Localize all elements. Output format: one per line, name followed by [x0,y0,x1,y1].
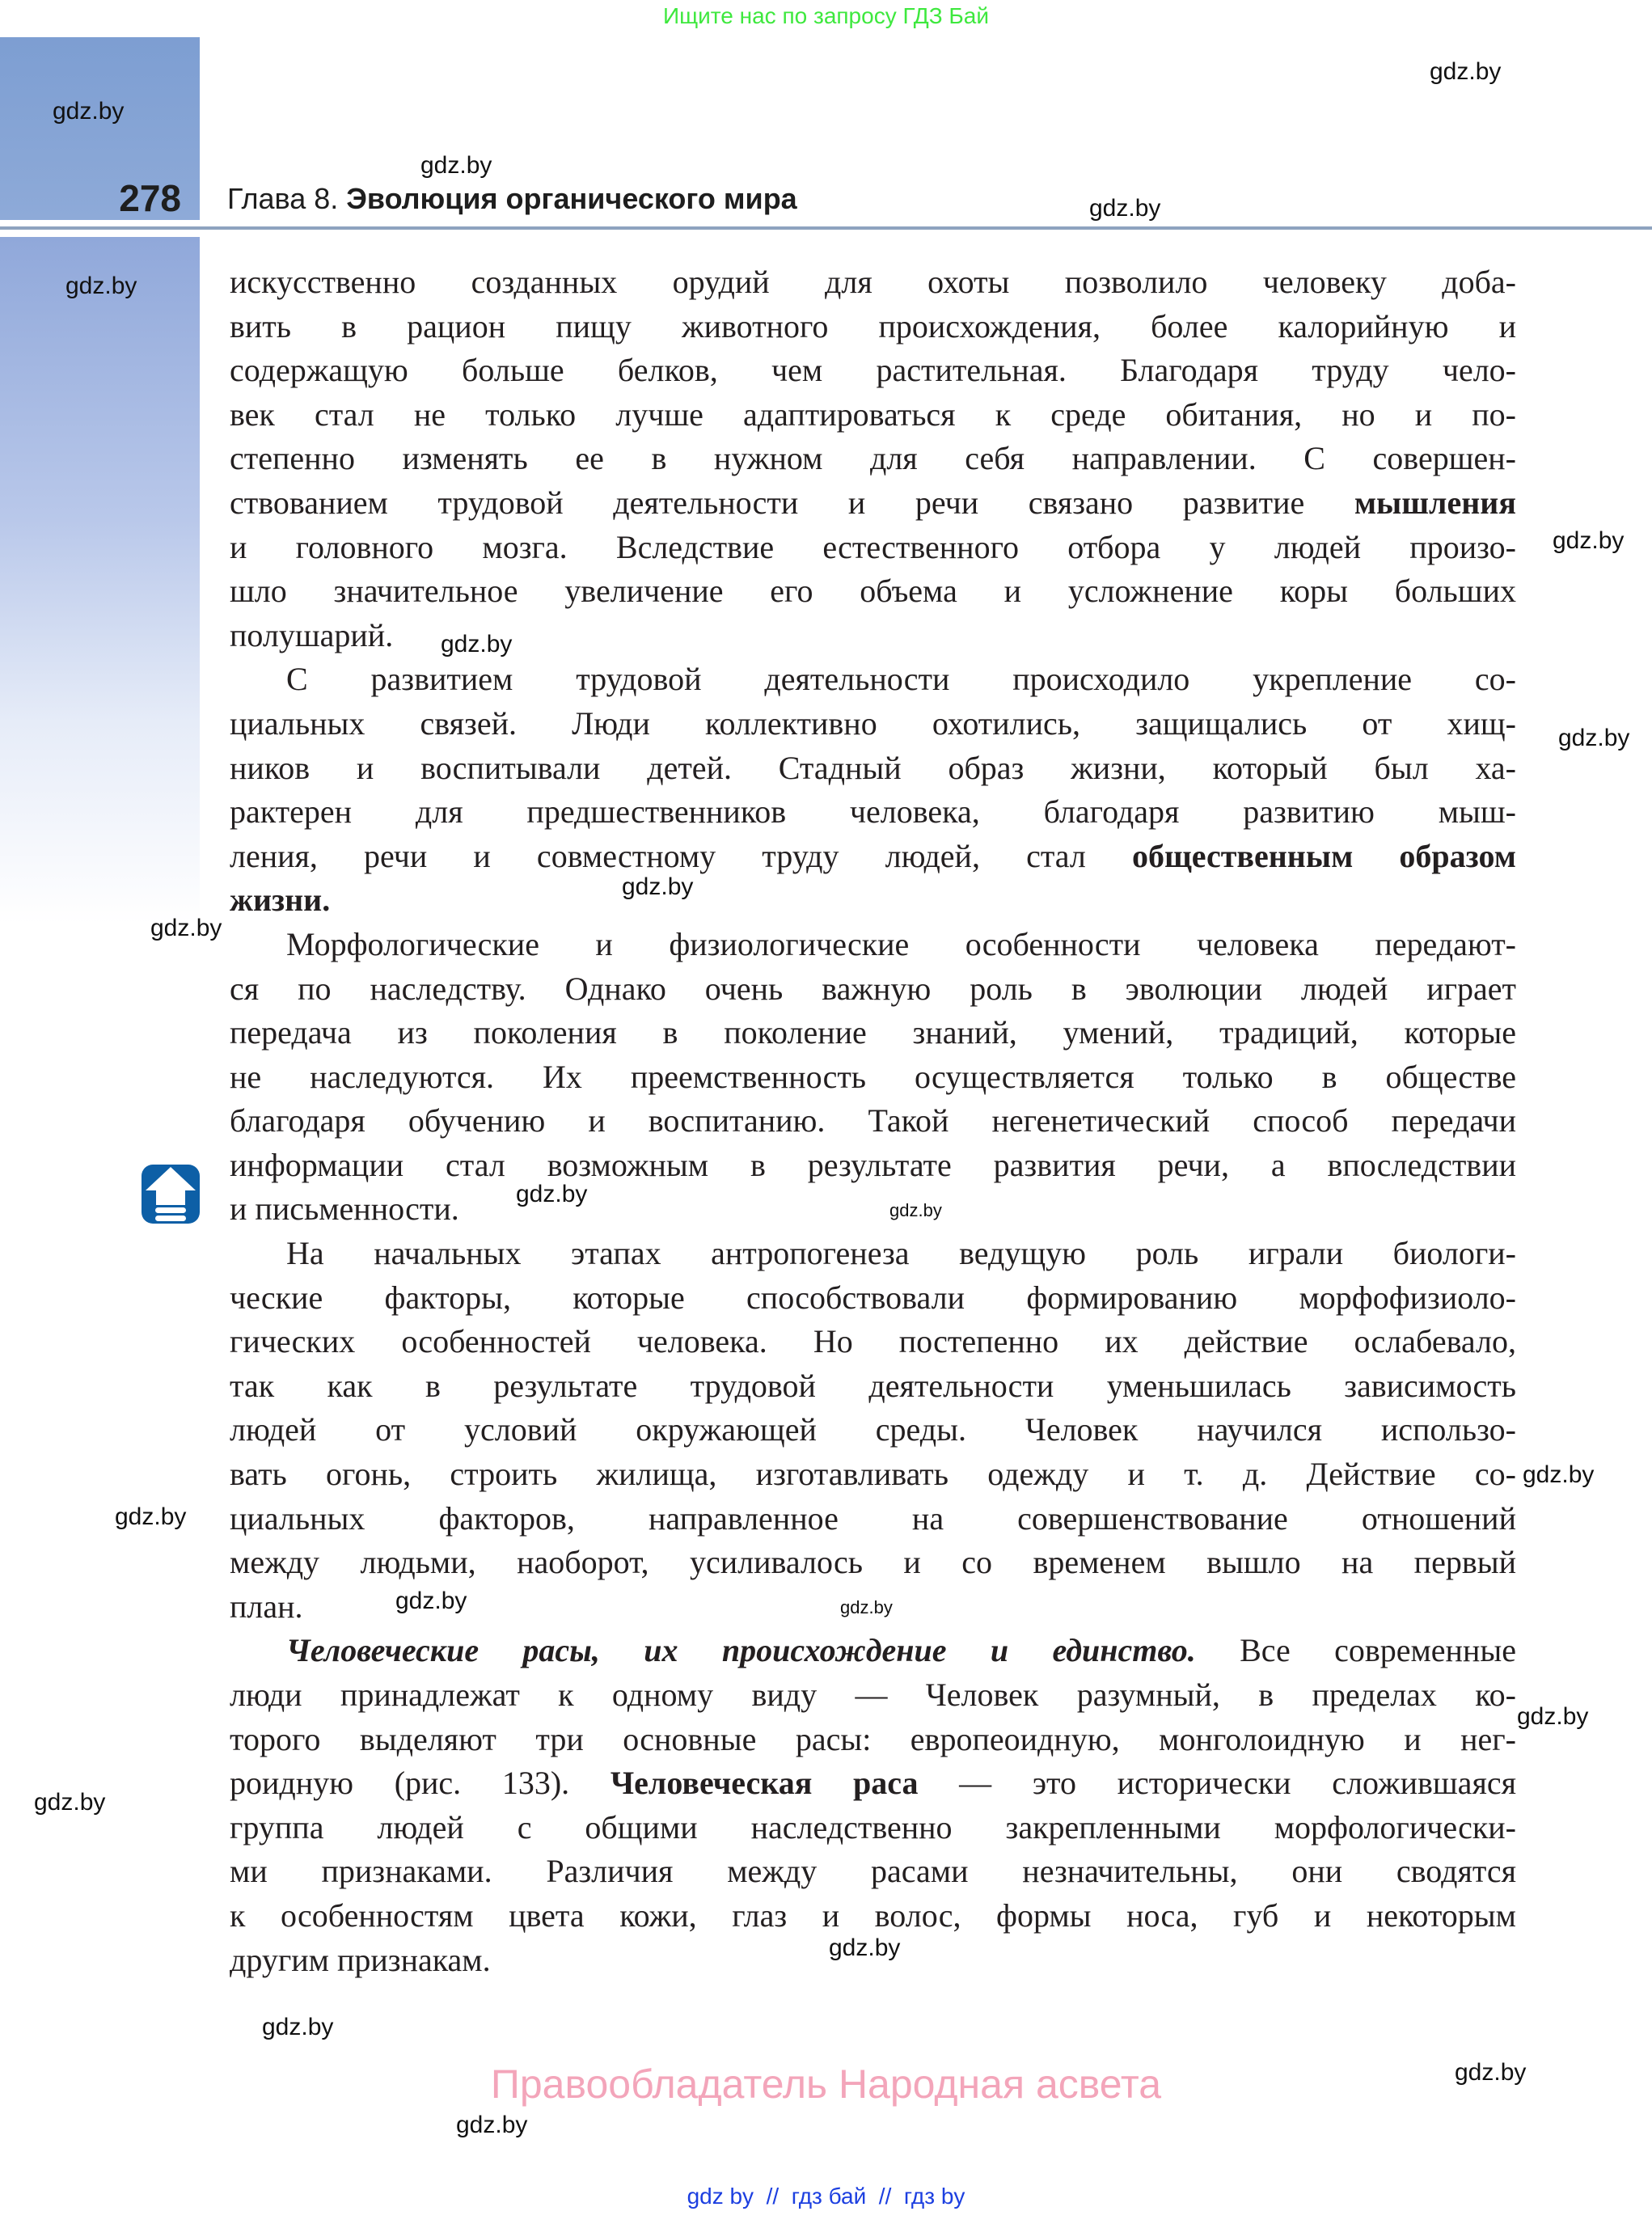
emphasized-term: мышления [1354,484,1516,521]
copyright-notice: Правообладатель Народная асвета [490,2061,1162,2107]
text-line [230,1894,1516,1939]
text-segment: благодаря обучению и воспитанию. Такой негенетический способ передачи [230,1102,1516,1139]
watermark: gdz.by [889,1200,942,1220]
text-line [230,657,1516,702]
text-segment: циальных связей. Люди коллективно охотились, защищались от хищ- [230,704,1516,742]
text-segment: ми признаками. Различия между расами незначительны, они сводятся [230,1853,1516,1890]
watermark: gdz.by [420,152,492,179]
text-line [230,614,1516,658]
text-line [230,1187,1516,1232]
text-segment: вать огонь, строить жилища, изготавливать одежду и т. д. Действие со- [230,1456,1516,1493]
text-line [230,1629,1516,1673]
watermark: gdz.by [516,1181,588,1207]
watermark: gdz.by [65,273,137,299]
text-segment: вить в рацион пищу животного происхождения, более калорийную и [230,307,1516,345]
text-segment: ников и воспитывали детей. Стадный образ жизни, который был ха- [230,749,1516,786]
text-segment: передача из поколения в поколение знаний, умений, традиций, которые [230,1014,1516,1051]
text-segment: — это исторически сложившаяся [918,1765,1516,1802]
text-segment: не наследуются. Их преемственность осуществляется только в обществе [230,1058,1516,1095]
text-segment: люди принадлежат к одному виду — Человек разумный, в пределах ко- [230,1676,1516,1713]
watermark: gdz.by [1558,725,1630,751]
text-segment: гических особенностей человека. Но постепенно их действие ослабевало, [230,1323,1516,1360]
text-line [230,260,1516,305]
text-segment: другим признакам. [230,1941,491,1978]
text-line [230,437,1516,481]
text-line [230,702,1516,746]
text-line [230,1850,1516,1894]
text-line [230,393,1516,438]
text-line [230,1806,1516,1850]
search-hint-banner: Ищите нас по запросу ГДЗ Бай [662,3,990,28]
emphasized-term: общественным образом [1131,837,1516,874]
watermark: gdz.by [1553,527,1625,554]
text-line [230,526,1516,570]
text-line [230,746,1516,791]
text-segment: степенно изменять ее в нужном для себя направлении. С совершен- [230,440,1516,477]
text-line [230,481,1516,526]
text-segment: группа людей с общими наследственно закрепленными морфологически- [230,1808,1516,1846]
emphasized-term: Человеческие расы, их происхождение и единство. [286,1632,1196,1669]
text-segment: роидную (рис. 133). [230,1765,611,1802]
page-number: 278 [119,177,181,219]
text-segment: рактерен для предшественников человека, благодаря развитию мыш- [230,793,1516,831]
text-segment: между людьми, наоборот, усиливалось и со временем вышло на первый [230,1544,1516,1581]
header-divider [0,226,1652,230]
text-segment: циальных факторов, направленное на совершенствование отношений [230,1499,1516,1537]
text-line [230,878,1516,923]
text-line [230,1761,1516,1806]
text-line [230,1364,1516,1409]
text-segment: шло значительное увеличение его объема и усложнение коры больших [230,573,1516,610]
text-segment: век стал не только лучше адаптироваться к среде обитания, но и по- [230,395,1516,433]
emphasized-term: Человеческая раса [610,1765,919,1802]
text-segment: искусственно созданных орудий для охоты позволило человеку доба- [230,264,1516,300]
text-line [230,1276,1516,1321]
text-line [230,1144,1516,1188]
watermark: gdz.by [395,1588,467,1614]
watermark: gdz.by [1517,1703,1589,1730]
text-segment: план. [230,1588,303,1625]
body-text [230,260,1516,1982]
text-segment: ления, речи и совместному труду людей, стал [230,837,1132,874]
text-segment: людей от условий окружающей среды. Человек научился использо- [230,1411,1516,1448]
text-segment: так как в результате трудовой деятельности уменьшилась зависимость [230,1367,1516,1404]
watermark: gdz.by [150,915,222,941]
watermark: gdz.by [456,2112,528,2138]
text-line [230,1718,1516,1762]
watermark: gdz.by [840,1597,893,1617]
text-segment: ствованием трудовой деятельности и речи связано развитие [230,484,1354,521]
text-segment: Все современные [1195,1632,1517,1669]
watermark: gdz.by [34,1789,106,1816]
text-line [230,569,1516,614]
text-line [230,1541,1516,1585]
watermark: gdz.by [1455,2059,1527,2086]
text-line [230,305,1516,349]
text-segment: содержащую больше белков, чем растительная. Благодаря труду чело- [230,352,1516,389]
text-line [230,967,1516,1012]
watermark: gdz.by [622,873,694,900]
text-segment: торого выделяют три основные расы: европеоидную, монголоидную и нег- [230,1720,1516,1757]
chapter-header [227,182,797,216]
text-line [230,1232,1516,1276]
chapter-title: Эволюция органического мира [346,182,797,215]
text-line [230,1320,1516,1364]
text-line [230,1099,1516,1144]
watermark: gdz.by [829,1934,901,1961]
text-line [230,1497,1516,1541]
up-arrow-icon [142,1165,200,1224]
watermark: gdz.by [1430,58,1502,85]
text-line [230,1452,1516,1497]
text-line [230,790,1516,835]
text-segment: информации стал возможным в результате развития речи, а впоследствии [230,1146,1516,1183]
footer-links[interactable]: gdz by // гдз бай // гдз by [687,2184,965,2209]
watermark: gdz.by [115,1503,187,1530]
text-line [230,1408,1516,1452]
watermark: gdz.by [1523,1461,1595,1488]
text-segment: и письменности. [230,1190,459,1228]
text-segment: На начальных этапах антропогенеза ведущую роль играли биологи- [286,1235,1516,1272]
chapter-prefix: Глава 8. [227,182,339,215]
text-segment: и головного мозга. Вследствие естественного отбора у людей произо- [230,528,1516,565]
text-line [230,1673,1516,1718]
text-line [230,349,1516,393]
text-segment: С развитием трудовой деятельности происходило укрепление со- [286,661,1516,698]
watermark: gdz.by [53,98,125,125]
text-segment: полушарий. [230,616,394,653]
text-segment: ся по наследству. Однако очень важную роль в эволюции людей играет [230,970,1516,1007]
watermark: gdz.by [441,631,513,657]
text-line [230,835,1516,879]
watermark: gdz.by [1089,195,1161,222]
text-line [230,923,1516,967]
emphasized-term: жизни. [230,882,331,919]
text-segment: Морфологические и физиологические особенности человека передают- [286,925,1516,962]
text-line [230,1055,1516,1100]
text-segment: ческие факторы, которые способствовали формированию морфофизиоло- [230,1279,1516,1316]
text-segment: к особенностям цвета кожи, глаз и волос, формы носа, губ и некоторым [230,1896,1516,1934]
watermark: gdz.by [262,2014,334,2040]
text-line [230,1011,1516,1055]
